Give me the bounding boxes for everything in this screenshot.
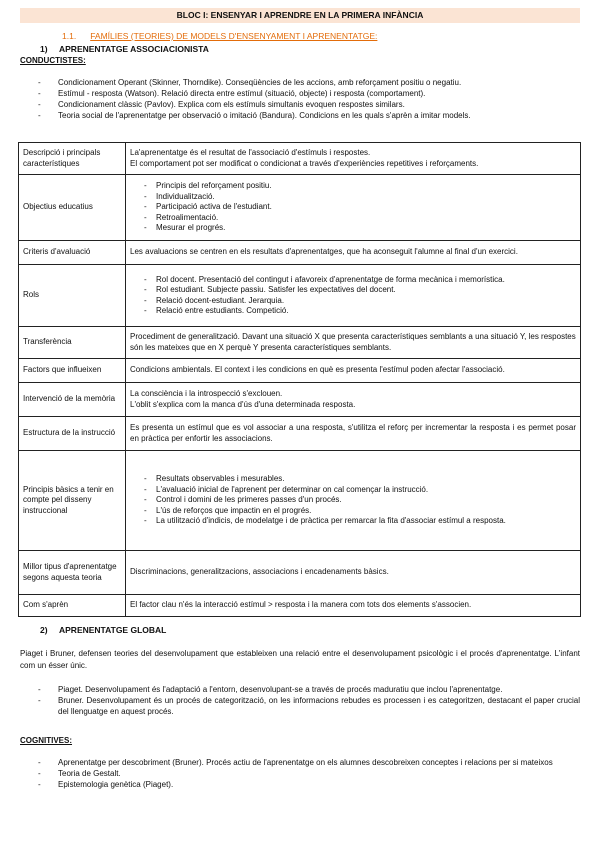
table-row [19,241,581,265]
list-item: - Principis del reforçament positiu. [144,181,576,192]
list-item: - Epistemologia genètica (Piaget). [20,779,580,790]
section1-heading [40,44,209,54]
list-item: - L'avaluació inicial de l'aprenent per determinar on cal començar la instrucció. [144,485,576,496]
row-label: Estructura de la instrucció [19,417,126,451]
list-item: - Piaget. Desenvolupament és l'adaptació a l'entorn, desenvolupant-se a través de procés maduratiu que inclou l'aprenentatge. [20,684,580,695]
list-item: - Retroalimentació. [144,213,576,224]
list-item: - Relació entre estudiants. Competició. [144,306,576,317]
row-content [126,143,581,175]
row-content [126,175,581,241]
table-row [19,595,581,617]
row-content [126,383,581,417]
row-content [126,595,581,617]
list-item: - Aprenentatge per descobriment (Bruner). Procés actiu de l'aprenentatge on els alumnes descobreixen conceptes i relacions per si mateixos [20,757,580,768]
list-item: - Bruner. Desenvolupament és un procés de categorització, on les informacions rebudes es processen i es categoritzen, destacant el paper crucial del llenguatge en aquest procés. [20,695,580,717]
row-label: Criteris d'avaluació [19,241,126,265]
row-content [126,417,581,451]
section2-title: APRENENTATGE GLOBAL [59,625,167,635]
table-row [19,143,581,175]
row-text-line: Condicions ambientals. El context i les condicions en què es presenta l'estímul poden afectar l'associació. [130,365,505,375]
list-item: - Teoria social de l'aprenentatge per observació o imitació (Bandura). Condicions en les quals s'aprèn a imitar models. [20,110,471,121]
section1-number: 1) [40,44,48,54]
subsection-title: FAMÍLIES (TEORIES) DE MODELS D'ENSENYAMENT I APRENENTATGE: [90,31,378,41]
row-content [126,359,581,383]
characteristics-table [18,142,581,617]
row-bullet-list [130,275,576,317]
table-row [19,417,581,451]
table-row [19,265,581,327]
list-item: - Rol docent. Presentació del contingut i afavoreix d'aprenentatge de forma mecànica i memorística. [144,275,576,286]
row-label: Descripció i principals característiques [19,143,126,175]
list-item: - Participació activa de l'estudiant. [144,202,576,213]
section2-heading [40,625,166,635]
row-content [126,451,581,551]
cognitives-list [20,757,580,790]
row-label: Intervenció de la memòria [19,383,126,417]
row-label: Transferència [19,327,126,359]
table-row [19,175,581,241]
table-row [19,359,581,383]
row-text-line: La'aprenentatge és el resultat de l'associació d'estímuls i respostes. [130,148,371,157]
list-item: - L'ús de reforços que impactin en el progrés. [144,506,576,517]
row-text-line: L'oblit s'explica com la manca d'ús d'una determinada resposta. [130,399,356,409]
row-text-line: La consciència i la introspecció s'exclouen. [130,389,283,398]
table-row [19,551,581,595]
row-content [126,265,581,327]
list-item: - Condicionament Operant (Skinner, Thorndike). Conseqüències de les accions, amb reforçament positiu o negatiu. [20,77,471,88]
row-label: Principis bàsics a tenir en compte pel disseny instruccional [19,451,126,551]
row-label: Objectius educatius [19,175,126,241]
row-label: Com s'aprèn [19,595,126,617]
list-item: - Mesurar el progrés. [144,223,576,234]
row-content [126,241,581,265]
block-header: BLOC I: ENSENYAR I APRENDRE EN LA PRIMERA INFÀNCIA [20,8,580,23]
row-bullet-list [130,181,576,234]
row-text-line: Procediment de generalització. Davant una situació X que presenta característiques semblants a una situació Y, les respostes són les mateixes que en X perquè Y presenta característiques semblants. [130,332,576,352]
list-item: - Rol estudiant. Subjecte passiu. Satisfer les expectatives del docent. [144,285,576,296]
list-item: - Control i domini de les primeres passes d'un procés. [144,495,576,506]
list-item: - Resultats observables i mesurables. [144,474,576,485]
list-item: - Teoria de Gestalt. [20,768,580,779]
conductistes-list [20,77,471,121]
row-text-line: Les avaluacions se centren en els resultats d'aprenentatges, que ha aconseguit l'alumne al final d'un exercici. [130,247,518,257]
global-paragraph: Piaget i Bruner, defensen teories del desenvolupament que estableixen una relació entre el desenvolupament psicològic i el procés d'aprenentatge. L'infant com un ésser únic. [20,649,580,670]
conductistes-heading: CONDUCTISTES: [20,56,86,65]
global-list [20,684,580,717]
section2-number: 2) [40,625,48,635]
table-row [19,327,581,359]
cognitives-heading: COGNITIVES: [20,736,73,745]
list-item: - Condicionament clàssic (Pavlov). Explica com els estímuls simultanis evoquen respostes similars. [20,99,471,110]
row-content [126,327,581,359]
list-item: - La utilització d'indicis, de modelatge i de pràctica per remarcar la fita d'associar estímul a resposta. [144,516,576,527]
row-text-line: Discriminacions, generalitzacions, associacions i encadenaments bàsics. [130,567,389,577]
row-text-line: El comportament pot ser modificat o condicionat a través d'experiències repetitives i reforçaments. [130,158,479,168]
table-row [19,451,581,551]
section1-title: APRENENTATGE ASSOCIACIONISTA [59,44,209,54]
table-row [19,383,581,417]
row-text-line: El factor clau n'és la interacció estímul > resposta i la manera com tots dos elements s'associen. [130,600,472,610]
row-text-line: Es presenta un estímul que es vol associar a una resposta, s'utilitza el reforç per incrementar la resposta i es permet posar en pràctica per enfortir les associacions. [130,423,576,443]
row-label: Factors que influeixen [19,359,126,383]
list-item: - Estímul - resposta (Watson). Relació directa entre estímul (situació, objecte) i resposta (comportament). [20,88,471,99]
list-item: - Individualització. [144,192,576,203]
row-label: Rols [19,265,126,327]
row-bullet-list [130,474,576,527]
row-content [126,551,581,595]
list-item: - Relació docent-estudiant. Jerarquia. [144,296,576,307]
subsection-number: 1.1. [62,31,77,41]
subsection-heading [62,31,377,41]
row-label: Millor tipus d'aprenentatge segons aquesta teoria [19,551,126,595]
